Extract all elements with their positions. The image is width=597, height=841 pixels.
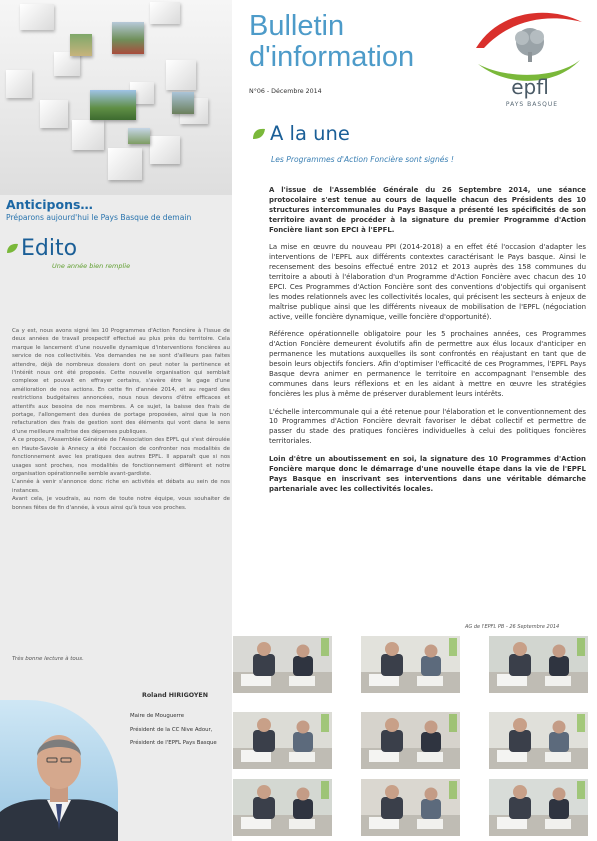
signature-roles — [130, 713, 230, 754]
signature-role: Président de l'EPFL Pays Basque — [130, 740, 217, 747]
edito-closing: Très bonne lecture à tous. — [12, 656, 84, 662]
lead-text: Les Programmes d'Action Foncière sont signés ! — [271, 155, 454, 164]
edito-paragraph: A ce propos, l'Assemblée Générale de l'Association des EPFL qui s'est déroulée en Haute-Savoie à Annecy a été l'occasion de confronter nos modalités de fonctionnement avec les pratiques des autres EPFL. Il apparaît que si nos usages sont proches, nos modalités de fonctionnement diffèrent et notre organisation opérationnelle semble avant-gardiste. — [12, 437, 230, 477]
signing-photo — [233, 712, 332, 769]
article-paragraph: Référence opérationnelle obligatoire pour les 5 prochaines années, ces Programmes d'Action Foncière demeurent évolutifs afin de permettre aux élus locaux d'anticiper en permanence les mutations auxquelles ils sont confrontés en réajustant en tant que de besoin leurs objectifs fonciers. Afin d'optimiser l'efficacité de ces Programmes, l'EPFL Pays Basque devra animer en permanence le territoire en accompagnant l'ensemble des communes dans leurs réflexions et en les aidant à mettre en œuvre les stratégies foncières les plus à même de préserver durablement leurs intérêts. — [269, 330, 586, 398]
cubes-collage-image — [0, 0, 232, 195]
anticipons-subtitle: Préparons aujourd'hui le Pays Basque de demain — [6, 213, 192, 222]
edito-body — [12, 327, 230, 512]
logo-subtext: PAYS BASQUE — [505, 101, 559, 108]
signing-photo — [489, 779, 588, 836]
edito-paragraph: Ca y est, nous avons signé les 10 Programmes d'Action Foncière à l'issue de deux années de travail prospectif effectué au plus près du territoire. Cela marque le lancement d'une nouvelle dynamique d'interventions foncières au service de nos collectivités. Vos demandes ne se sont d'ailleurs pas faites attendre, déjà de nombreux dossiers dont on peut noter la pertinence et l'intérêt nous ont été proposés. Cette nouvelle organisation qui semblait complexe et pouvait en effrayer certains, s'avère être le gage d'une amélioration de nos actions. En cette fin d'année 2014, et au regard des restrictions budgétaires annoncées, nous nous devons d'être efficaces et attentifs aux besoins de nos membres. A ce sujet, la baisse des frais de portage, l'allongement des durées de portage proposées, ainsi que la non refacturation des frais de gestion sont des éléments qui vont dans le sens d'une meilleure maîtrise des dépenses publiques. — [12, 328, 230, 435]
signature-role: Maire de Mouguerre — [130, 713, 185, 719]
signing-photo — [361, 712, 460, 769]
article-paragraph: Loin d'être un aboutissement en soi, la signature des 10 Programmes d'Action Foncière marque donc le démarrage d'une nouvelle étape dans la vie de l'EPFL Pays Basque en inscrivant ses interventions dans une véritable démarche partenariale avec les collectivités locales. — [269, 454, 586, 493]
signing-photo — [361, 779, 460, 836]
signing-photo — [489, 712, 588, 769]
article-paragraph: A l'issue de l'Assemblée Générale du 26 Septembre 2014, une séance protocolaire s'est tenue au cours de laquelle chacun des Présidents des 10 structures intercommunales du Pays Basque a présenté les spécificités de son territoire avant de procéder à la signature du premier Programme d'Action Foncière liant son EPCI à l'EPFL. — [269, 186, 586, 234]
edito-subtitle: Une année bien remplie — [52, 262, 131, 270]
photo-caption: AG de l'EPFL PB - 26 Septembre 2014 — [465, 624, 560, 630]
signing-photo — [361, 636, 460, 693]
bulletin-title-line2: d'information — [249, 41, 415, 73]
edito-title: Edito — [21, 236, 78, 261]
signature-name: Roland HIRIGOYEN — [142, 692, 208, 699]
epfl-logo — [472, 8, 584, 112]
issue-number: N°06 - Décembre 2014 — [249, 88, 322, 95]
signature-role: Président de la CC Nive Adour, — [130, 726, 213, 733]
logo-text: epfl — [511, 75, 549, 99]
edito-paragraph: Avant cela, je voudrais, au nom de toute notre équipe, vous souhaiter de bonnes fêtes de fin d'année, à vous ainsi qu'à tous vos proches. — [12, 496, 230, 511]
signing-photo — [233, 636, 332, 693]
article-paragraph: La mise en œuvre du nouveau PPI (2014-2018) a en effet été l'occasion d'adapter les interventions de l'EPFL aux différents contextes caractérisant le Pays basque. Ainsi le recensement des besoins effectué entre 2012 et 2013 auprès des 158 communes du territoire a abouti à l'élaboration d'un Programme d'Action Foncière avec chacun des 10 EPCI. Ces Programmes d'Action Foncière sont des conventions d'objectifs qui organisent les modes relationnels avec les collectivités locales, qui précisent les secteurs à enjeux de maîtrise publique ainsi que les différents niveaux de mobilisation de l'EPFL (négociation active, veille foncière dynamique, veille foncière d'opportunité). — [269, 243, 586, 321]
anticipons-title: Anticipons… — [6, 197, 93, 212]
leaf-icon — [6, 243, 19, 254]
signing-photo — [233, 779, 332, 836]
left-column — [0, 0, 232, 841]
president-portrait — [0, 700, 118, 841]
leaf-icon — [252, 128, 266, 140]
section-title: A la une — [270, 122, 350, 145]
edito-paragraph: L'année à venir s'annonce donc riche en activités et débats au sein de nos instances. — [12, 479, 230, 494]
bulletin-title — [249, 11, 414, 73]
article-body — [269, 186, 586, 502]
signing-photo — [489, 636, 588, 693]
article-paragraph: L'échelle intercommunale qui a été retenue pour l'élaboration et le conventionnement des 10 Programmes d'Action Foncière devrait favoriser le débat collectif et permettre de passer du stade des pratiques foncières individuelles à celui des politiques foncières territoriales. — [269, 407, 586, 446]
bulletin-title-line1: Bulletin — [249, 10, 345, 42]
